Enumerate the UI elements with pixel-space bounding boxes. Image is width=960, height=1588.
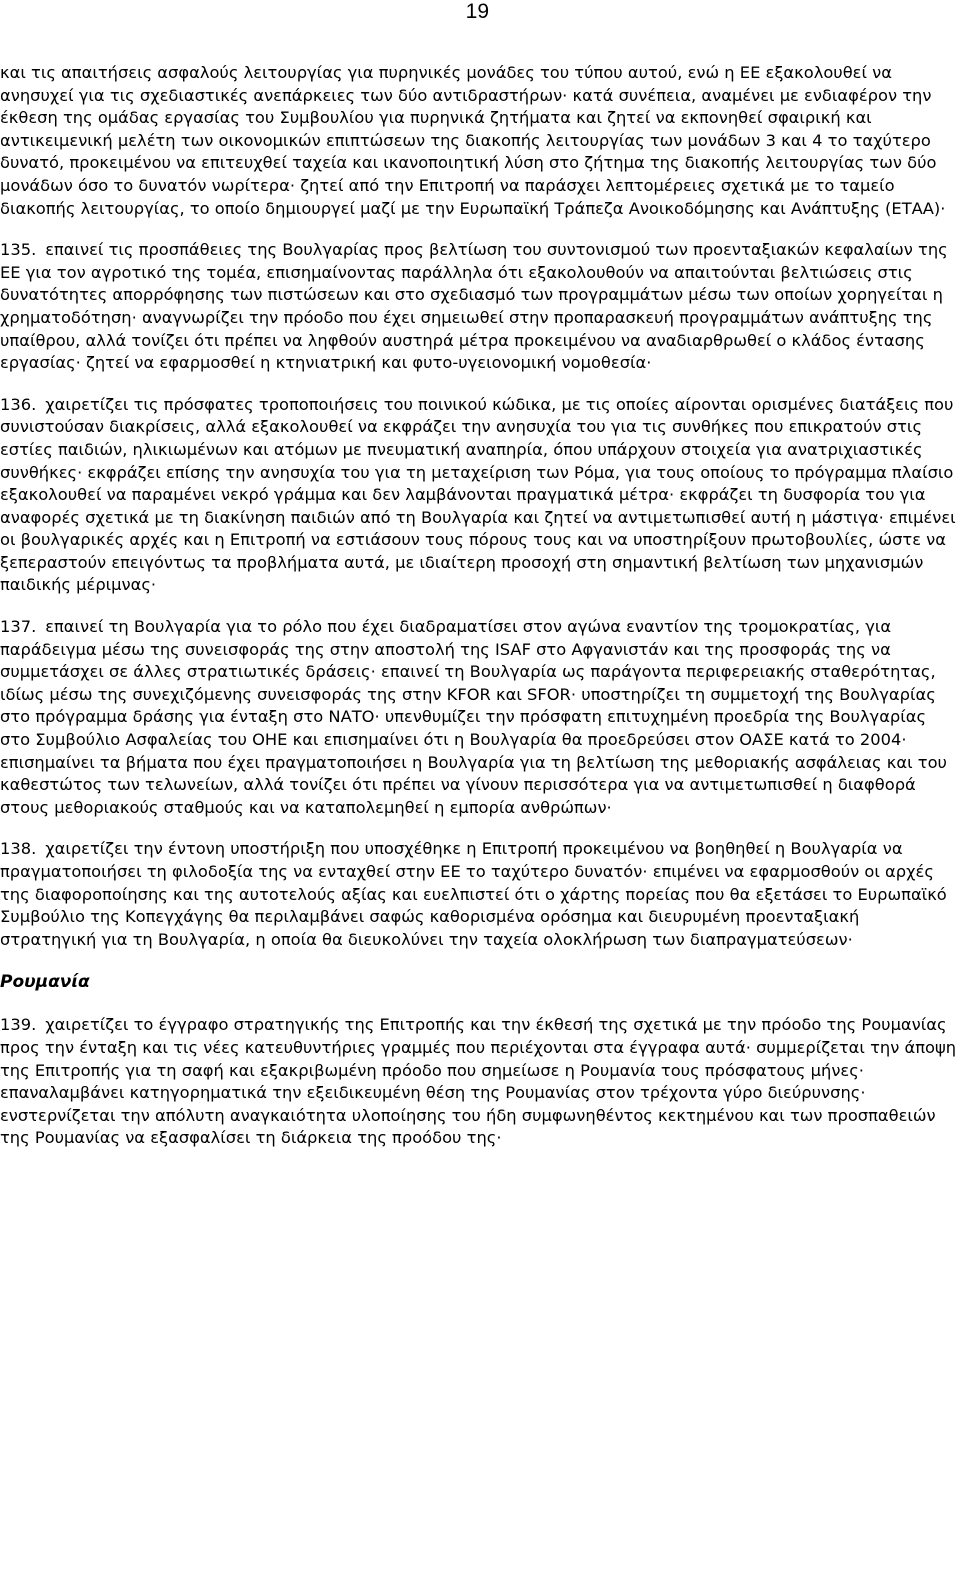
paragraph-number: 136. bbox=[0, 394, 37, 414]
paragraph-number: 139. bbox=[0, 1015, 37, 1035]
paragraph-138 bbox=[0, 838, 958, 951]
paragraph-text: επαινεί τη Βουλγαρία για το ρόλο που έχει διαδραματίσει στον αγώνα εναντίον της τρομοκρατίας, για παράδειγμα μέσω της συνεισφοράς της στην αποστολή της ISAF στο Αφγανιστάν και της προσφοράς της να συμμετάσχει σε άλλες στρατιωτικές δράσεις· επαινεί τη Βουλγαρία ως παράγοντα περιφερειακής σταθερότητας, ιδίως μέσω της συνεχιζόμενης συνεισφοράς της στην KFOR και SFOR· υποστηρίζει τη συμμετοχή της Βουλγαρίας στο πρόγραμμα δράσης για ένταξη στο ΝΑΤΟ· υπενθυμίζει την πρόσφατη επιτυχημένη προεδρία της Βουλγαρίας στο Συμβούλιο Ασφαλείας του ΟΗΕ και επισημαίνει ότι η Βουλγαρία θα προεδρεύσει στον ΟΑΣΕ κατά το 2004· επισημαίνει τα βήματα που έχει πραγματοποιήσει η Βουλγαρία για τη βελτίωση της μεθοριακής ασφάλειας και του καθεστώτος των τελωνείων, αλλά τονίζει ότι πρέπει να γίνουν περισσότερα για να αντιμετωπισθεί η διαφθορά στους μεθοριακούς σταθμούς και να καταπολεμηθεί η εμπορία ανθρώπων· bbox=[0, 617, 947, 817]
paragraph-137 bbox=[0, 616, 958, 819]
section-heading-romania: Ρουμανία bbox=[0, 972, 90, 993]
paragraph-continuation bbox=[0, 62, 958, 220]
paragraph-136 bbox=[0, 394, 958, 597]
paragraph-number: 138. bbox=[0, 839, 37, 859]
paragraph-text: χαιρετίζει το έγγραφο στρατηγικής της Επιτροπής και την έκθεσή της σχετικά με την πρόοδο της Ρουμανίας προς την ένταξη και τις νέες κατευθυντήριες γραμμές που περιέχονται στα έγγραφα αυτά· συμμερίζεται την άποψη της Επιτροπής για τη σαφή και εξακριβωμένη πρόοδο που σημείωσε η Ρουμανία τους πρόσφατους μήνες· επαναλαμβάνει κατηγορηματικά την εξειδικευμένη θέση της Ρουμανίας στον τρέχοντα γύρο διεύρυνσης· ενστερνίζεται την απόλυτη αναγκαιότητα υλοποίησης του ήδη συμφωνηθέντος κεκτημένου και των προσπαθειών της Ρουμανίας να εξασφαλίσει τη διάρκεια της προόδου της· bbox=[0, 1015, 957, 1148]
paragraph-number: 137. bbox=[0, 617, 37, 637]
paragraph-text: χαιρετίζει τις πρόσφατες τροποποιήσεις του ποινικού κώδικα, με τις οποίες αίρονται ορισμένες διατάξεις που συνιστούσαν διακρίσεις, αλλά εξακολουθεί να εκφράζει την ανησυχία του για τις συνθήκες που επικρατούν στις εστίες παιδιών, ηλικιωμένων και ατόμων με πνευματική αναπηρία, όπου υπάρχουν στοιχεία για ανατριχιαστικές συνθήκες· εκφράζει επίσης την ανησυχία του για τη μεταχείριση των Ρόμα, για τους οποίους το πρόγραμμα πλαίσιο εξακολουθεί να παραμένει νεκρό γράμμα και δεν λαμβάνονται πραγματικά μέτρα· εκφράζει τη δυσφορία του για αναφορές σχετικά με τη διακίνηση παιδιών από τη Βουλγαρία και ζητεί να αντιμετωπισθεί αυτή η μάστιγα· επιμένει οι βουλγαρικές αρχές και η Επιτροπή να εστιάσουν τους πόρους τους και να υποστηρίξουν πρωτοβουλίες, ώστε να ξεπεραστούν επειγόντως τα προβλήματα αυτά, με ιδιαίτερη προσοχή στη σημαντική βελτίωση των μηχανισμών παιδικής μέριμνας· bbox=[0, 394, 956, 595]
paragraph-number: 135. bbox=[0, 240, 37, 260]
paragraph-text: και τις απαιτήσεις ασφαλούς λειτουργίας για πυρηνικές μονάδες του τύπου αυτού, ενώ η ΕΕ εξακολουθεί να ανησυχεί για τις σχεδιαστικές ανεπάρκειες των δύο αντιδραστήρων· κατά συνέπεια, αναμένει με ενδιαφέρον την έκθεση της ομάδας εργασίας του Συμβουλίου για πυρηνικά ζητήματα και ζητεί να εκπονηθεί σφαιρική και αντικειμενική μελέτη των οικονομικών επιπτώσεων της διακοπής λειτουργίας των μονάδων 3 και 4 το ταχύτερο δυνατό, προκειμένου να επιτευχθεί ταχεία και ικανοποιητική λύση στο ζήτημα της διακοπής λειτουργίας των δύο μονάδων όσο το δυνατόν νωρίτερα· ζητεί από την Επιτροπή να παράσχει λεπτομέρειες σχετικά με το ταμείο διακοπής λειτουργίας, το οποίο δημιουργεί μαζί με την Ευρωπαϊκή Τράπεζα Ανοικοδόμησης και Ανάπτυξης (ΕΤΑΑ)· bbox=[0, 63, 946, 218]
document-body bbox=[0, 62, 958, 1169]
paragraph-135 bbox=[0, 239, 958, 375]
paragraph-text: χαιρετίζει την έντονη υποστήριξη που υποσχέθηκε η Επιτροπή προκειμένου να βοηθηθεί η Βουλγαρία να πραγματοποιήσει τη φιλοδοξία της να ενταχθεί στην ΕΕ το ταχύτερο δυνατόν· επιμένει να εφαρμοσθούν οι αρχές της διαφοροποίησης και της αυτοτελούς αξίας και ευελπιστεί ότι ο χάρτης πορείας που θα εξετάσει το Ευρωπαϊκό Συμβούλιο της Κοπεγχάγης θα περιλαμβάνει σαφώς καθορισμένα ορόσημα και διευρυμένη προενταξιακή στρατηγική για τη Βουλγαρία, η οποία θα διευκολύνει την ταχεία ολοκλήρωση των διαπραγματεύσεων· bbox=[0, 839, 947, 949]
paragraph-text: επαινεί τις προσπάθειες της Βουλγαρίας προς βελτίωση του συντονισμού των προενταξιακών κεφαλαίων της ΕΕ για τον αγροτικό της τομέα, επισημαίνοντας παράλληλα ότι εξακολουθούν να απαιτούνται βελτιώσεις στις δυνατότητες απορρόφησης των πιστώσεων και στο σχεδιασμό των προγραμμάτων μέσω των οποίων χορηγείται η χρηματοδότηση· αναγνωρίζει την πρόοδο που έχει σημειωθεί στην προπαρασκευή προγραμμάτων ανάπτυξης της υπαίθρου, αλλά τονίζει ότι πρέπει να ληφθούν αυστηρά μέτρα προκειμένου να αναδιαρθρωθεί ο κλάδος έντασης εργασίας· ζητεί να εφαρμοσθεί η κτηνιατρική και φυτο-υγειονομική νομοθεσία· bbox=[0, 240, 948, 373]
page-number: 19 bbox=[465, 0, 489, 23]
paragraph-139 bbox=[0, 1014, 958, 1150]
